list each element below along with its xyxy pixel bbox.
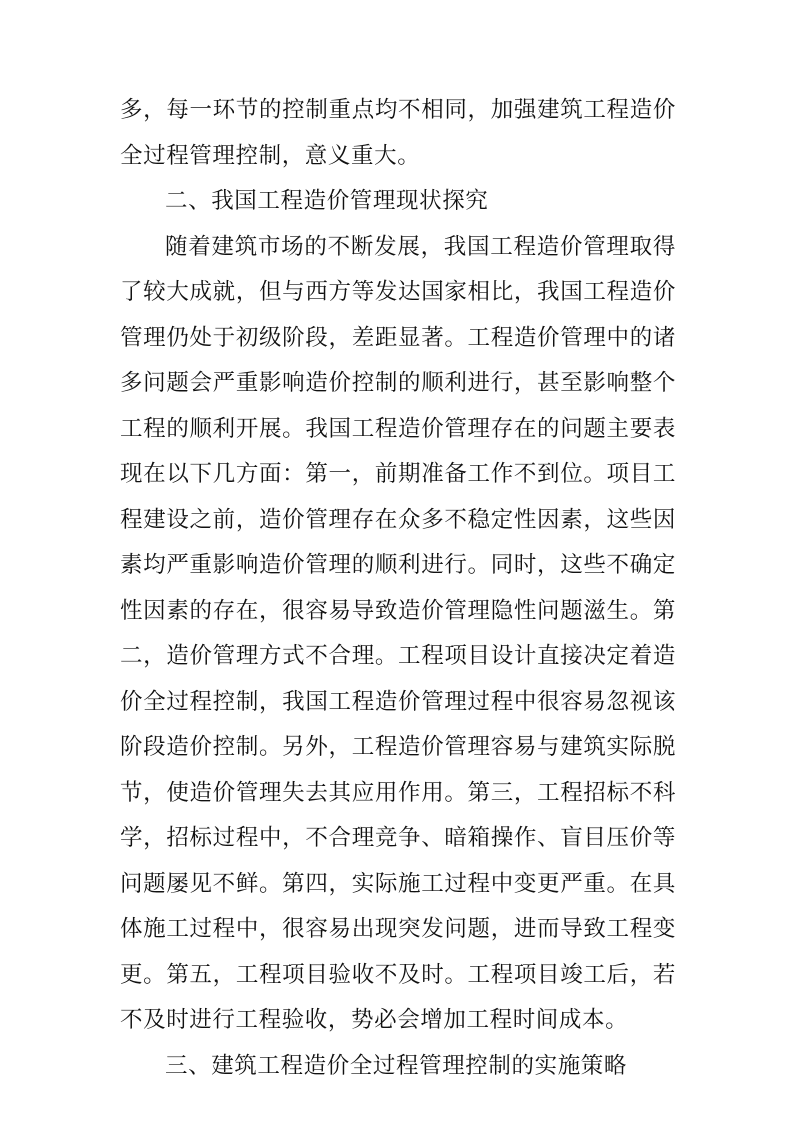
section-heading-two: 二、我国工程造价管理现状探究	[165, 188, 489, 214]
paragraph-current-status: 随着建筑市场的不断发展，我国工程造价管理取得了较大成就，但与西方等发达国家相比，我国工程造价管理仍处于初级阶段，差距显著。工程造价管理中的诸多问题会严重影响造价控制的顺利进行，甚至影响整个工程的顺利开展。我国工程造价管理存在的问题主要表现在以下几方面：第一，前期准备工作不到位。项目工程建设之前，造价管理存在众多不稳定性因素，这些因素均严重影响造价管理的顺利进行。同时，这些不确定性因素的存在，很容易导致造价管理隐性问题滋生。第二，造价管理方式不合理。工程项目设计直接决定着造价全过程控制，我国工程造价管理过程中很容易忽视该阶段造价控制。另外，工程造价管理容易与建筑实际脱节，使造价管理失去其应用作用。第三，工程招标不科学，招标过程中，不合理竞争、暗箱操作、盲目压价等问题屡见不鲜。第四，实际施工过程中变更严重。在具体施工过程中，很容易出现突发问题，进而导致工程变更。第五，工程项目验收不及时。工程项目竣工后，若不及时进行工程验收，势必会增加工程时间成本。	[120, 233, 676, 1033]
paragraph-intro-continuation: 多，每一环节的控制重点均不相同，加强建筑工程造价全过程管理控制，意义重大。	[120, 97, 676, 169]
section-heading-three: 三、建筑工程造价全过程管理控制的实施策略	[165, 1052, 628, 1079]
document-body	[120, 88, 676, 1089]
